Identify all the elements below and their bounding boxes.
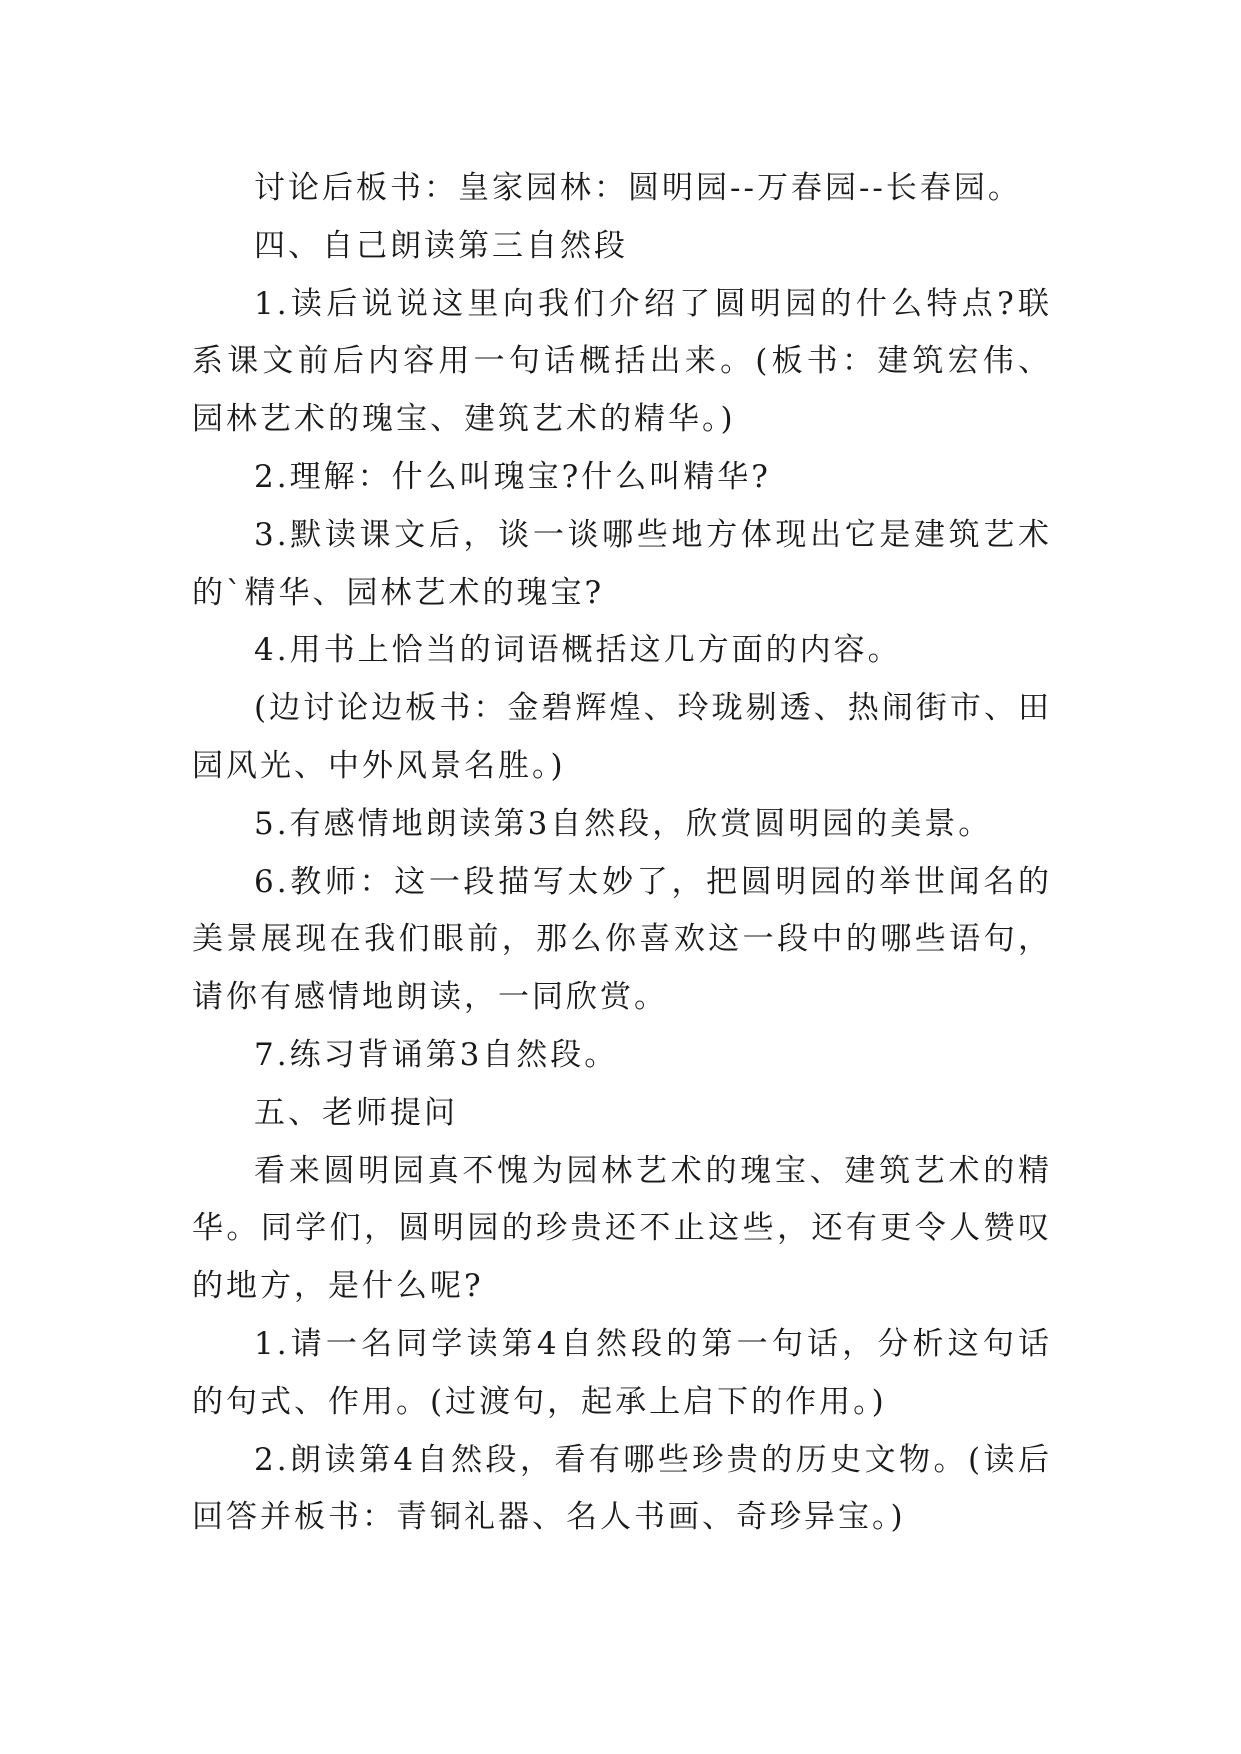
paragraph-question-1: 1.请一名同学读第4自然段的第一句话，分析这句话的句式、作用。(过渡句，起承上启下的作用。) bbox=[192, 1325, 1052, 1420]
paragraph-item-6: 6.教师：这一段描写太妙了，把圆明园的举世闻名的美景展现在我们眼前，那么你喜欢这一段中的哪些语句，请你有感情地朗读，一同欣赏。 bbox=[192, 863, 1052, 1016]
paragraph-item-5: 5.有感情地朗读第3自然段，欣赏圆明园的美景。 bbox=[254, 805, 993, 842]
section-heading-four: 四、自己朗读第三自然段 bbox=[254, 227, 628, 264]
document-body bbox=[192, 160, 1052, 1547]
paragraph-item-4: 4.用书上恰当的词语概括这几方面的内容。 bbox=[254, 632, 902, 669]
section-heading-five: 五、老师提问 bbox=[254, 1094, 458, 1131]
paragraph-question-2: 2.朗读第4自然段，看有哪些珍贵的历史文物。(读后回答并板书：青铜礼器、名人书画、奇珍异宝。) bbox=[192, 1441, 1052, 1536]
paragraph-item-7: 7.练习背诵第3自然段。 bbox=[254, 1036, 619, 1073]
paragraph-item-2: 2.理解：什么叫瑰宝?什么叫精华? bbox=[254, 458, 771, 495]
paragraph-item-1: 1.读后说说这里向我们介绍了圆明园的什么特点?联系课文前后内容用一句话概括出来。(板书：建筑宏伟、园林艺术的瑰宝、建筑艺术的精华。) bbox=[192, 285, 1052, 438]
paragraph-transition: 看来圆明园真不愧为园林艺术的瑰宝、建筑艺术的精华。同学们，圆明园的珍贵还不止这些，还有更令人赞叹的地方，是什么呢? bbox=[192, 1152, 1052, 1305]
paragraph-board-note: 讨论后板书：皇家园林：圆明园--万春园--长春园。 bbox=[254, 170, 1022, 206]
paragraph-board-note-2: (边讨论边板书：金碧辉煌、玲珑剔透、热闹街市、田园风光、中外风景名胜。) bbox=[192, 690, 1052, 784]
paragraph-item-3: 3.默读课文后，谈一谈哪些地方体现出它是建筑艺术的`精华、园林艺术的瑰宝? bbox=[192, 516, 1052, 611]
